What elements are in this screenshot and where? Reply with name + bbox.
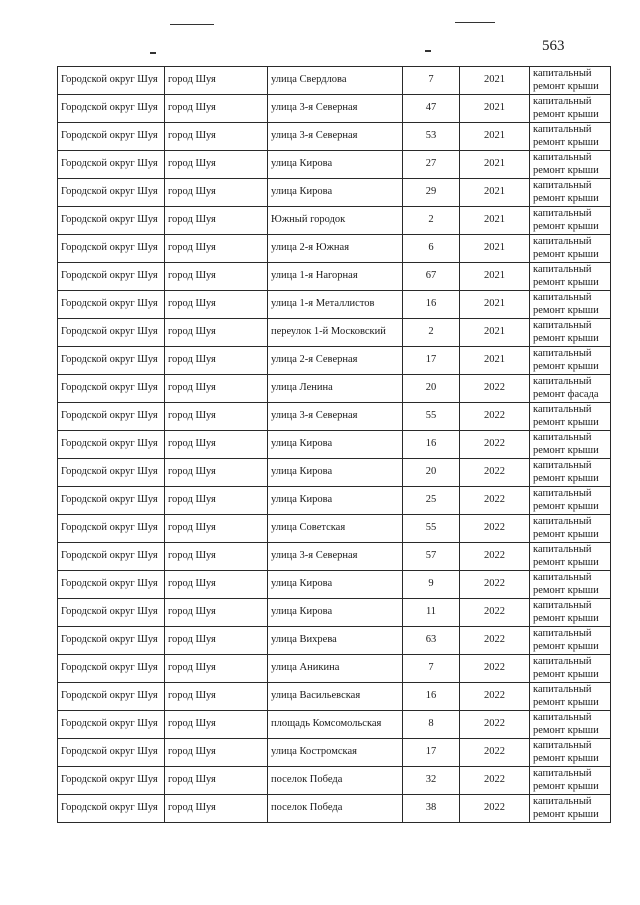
cell-okrug: Городской округ Шуя (58, 347, 165, 375)
cell-year: 2022 (460, 375, 530, 403)
cell-street: поселок Победа (268, 795, 403, 823)
cell-house-number: 2 (403, 207, 460, 235)
cell-work-type: капитальный ремонт фасада (530, 375, 611, 403)
registry-table (57, 66, 611, 823)
cell-okrug: Городской округ Шуя (58, 627, 165, 655)
table-row (58, 711, 611, 739)
scan-mark (455, 22, 495, 23)
cell-house-number: 7 (403, 67, 460, 95)
cell-okrug: Городской округ Шуя (58, 151, 165, 179)
table-row (58, 767, 611, 795)
cell-house-number: 25 (403, 487, 460, 515)
table-row (58, 123, 611, 151)
cell-year: 2021 (460, 95, 530, 123)
cell-house-number: 63 (403, 627, 460, 655)
cell-city: город Шуя (165, 403, 268, 431)
cell-work-type: капитальный ремонт крыши (530, 739, 611, 767)
cell-okrug: Городской округ Шуя (58, 599, 165, 627)
cell-city: город Шуя (165, 571, 268, 599)
cell-city: город Шуя (165, 627, 268, 655)
cell-city: город Шуя (165, 235, 268, 263)
cell-work-type: капитальный ремонт крыши (530, 543, 611, 571)
table-row (58, 95, 611, 123)
cell-house-number: 17 (403, 347, 460, 375)
cell-work-type: капитальный ремонт крыши (530, 263, 611, 291)
cell-street: улица Кирова (268, 151, 403, 179)
cell-house-number: 9 (403, 571, 460, 599)
cell-house-number: 20 (403, 459, 460, 487)
cell-house-number: 16 (403, 431, 460, 459)
cell-year: 2022 (460, 487, 530, 515)
cell-house-number: 20 (403, 375, 460, 403)
cell-year: 2022 (460, 683, 530, 711)
cell-house-number: 29 (403, 179, 460, 207)
cell-city: город Шуя (165, 431, 268, 459)
table-row (58, 207, 611, 235)
cell-street: переулок 1-й Московский (268, 319, 403, 347)
cell-city: город Шуя (165, 515, 268, 543)
table-row (58, 151, 611, 179)
cell-okrug: Городской округ Шуя (58, 179, 165, 207)
cell-street: улица 1-я Металлистов (268, 291, 403, 319)
cell-year: 2021 (460, 235, 530, 263)
cell-work-type: капитальный ремонт крыши (530, 151, 611, 179)
cell-work-type: капитальный ремонт крыши (530, 767, 611, 795)
cell-okrug: Городской округ Шуя (58, 375, 165, 403)
cell-work-type: капитальный ремонт крыши (530, 431, 611, 459)
cell-city: город Шуя (165, 767, 268, 795)
cell-city: город Шуя (165, 711, 268, 739)
cell-year: 2021 (460, 151, 530, 179)
table-row (58, 235, 611, 263)
cell-work-type: капитальный ремонт крыши (530, 123, 611, 151)
cell-okrug: Городской округ Шуя (58, 123, 165, 151)
cell-house-number: 7 (403, 655, 460, 683)
table-row (58, 67, 611, 95)
scan-mark (170, 24, 214, 25)
cell-work-type: капитальный ремонт крыши (530, 95, 611, 123)
cell-year: 2021 (460, 123, 530, 151)
table-row (58, 655, 611, 683)
cell-city: город Шуя (165, 375, 268, 403)
cell-city: город Шуя (165, 207, 268, 235)
table-row (58, 543, 611, 571)
cell-work-type: капитальный ремонт крыши (530, 235, 611, 263)
cell-street: улица 3-я Северная (268, 543, 403, 571)
cell-city: город Шуя (165, 123, 268, 151)
cell-work-type: капитальный ремонт крыши (530, 683, 611, 711)
cell-okrug: Городской округ Шуя (58, 683, 165, 711)
cell-street: улица Кирова (268, 599, 403, 627)
table-row (58, 179, 611, 207)
cell-street: улица 2-я Северная (268, 347, 403, 375)
cell-okrug: Городской округ Шуя (58, 571, 165, 599)
cell-street: улица 3-я Северная (268, 403, 403, 431)
cell-street: улица Кирова (268, 571, 403, 599)
table-row (58, 347, 611, 375)
cell-work-type: капитальный ремонт крыши (530, 291, 611, 319)
cell-work-type: капитальный ремонт крыши (530, 627, 611, 655)
cell-okrug: Городской округ Шуя (58, 431, 165, 459)
cell-year: 2022 (460, 515, 530, 543)
cell-street: поселок Победа (268, 767, 403, 795)
table-row (58, 319, 611, 347)
cell-street: улица Кирова (268, 431, 403, 459)
cell-work-type: капитальный ремонт крыши (530, 347, 611, 375)
page-number: 563 (542, 38, 565, 54)
cell-year: 2022 (460, 767, 530, 795)
cell-year: 2021 (460, 263, 530, 291)
cell-okrug: Городской округ Шуя (58, 487, 165, 515)
cell-okrug: Городской округ Шуя (58, 95, 165, 123)
cell-work-type: капитальный ремонт крыши (530, 67, 611, 95)
cell-house-number: 32 (403, 767, 460, 795)
cell-house-number: 67 (403, 263, 460, 291)
cell-street: улица 3-я Северная (268, 123, 403, 151)
cell-street: улица Кирова (268, 179, 403, 207)
cell-work-type: капитальный ремонт крыши (530, 487, 611, 515)
cell-year: 2022 (460, 459, 530, 487)
cell-house-number: 16 (403, 683, 460, 711)
cell-okrug: Городской округ Шуя (58, 291, 165, 319)
cell-work-type: капитальный ремонт крыши (530, 571, 611, 599)
cell-city: город Шуя (165, 739, 268, 767)
table-row (58, 627, 611, 655)
table-row (58, 599, 611, 627)
cell-year: 2022 (460, 655, 530, 683)
cell-city: город Шуя (165, 151, 268, 179)
cell-city: город Шуя (165, 95, 268, 123)
cell-city: город Шуя (165, 599, 268, 627)
cell-street: улица 1-я Нагорная (268, 263, 403, 291)
cell-house-number: 27 (403, 151, 460, 179)
cell-work-type: капитальный ремонт крыши (530, 319, 611, 347)
cell-work-type: капитальный ремонт крыши (530, 459, 611, 487)
cell-okrug: Городской округ Шуя (58, 319, 165, 347)
cell-year: 2021 (460, 207, 530, 235)
cell-city: город Шуя (165, 795, 268, 823)
table-row (58, 291, 611, 319)
cell-work-type: капитальный ремонт крыши (530, 655, 611, 683)
cell-street: Южный городок (268, 207, 403, 235)
table-row (58, 571, 611, 599)
cell-year: 2022 (460, 403, 530, 431)
cell-year: 2021 (460, 67, 530, 95)
cell-city: город Шуя (165, 487, 268, 515)
cell-street: площадь Комсомольская (268, 711, 403, 739)
cell-house-number: 6 (403, 235, 460, 263)
table-row (58, 795, 611, 823)
cell-work-type: капитальный ремонт крыши (530, 403, 611, 431)
cell-year: 2021 (460, 291, 530, 319)
cell-okrug: Городской округ Шуя (58, 543, 165, 571)
cell-year: 2021 (460, 347, 530, 375)
table-row (58, 487, 611, 515)
table-row (58, 431, 611, 459)
cell-city: город Шуя (165, 67, 268, 95)
cell-city: город Шуя (165, 347, 268, 375)
cell-year: 2022 (460, 431, 530, 459)
table-row (58, 459, 611, 487)
cell-year: 2022 (460, 571, 530, 599)
cell-okrug: Городской округ Шуя (58, 459, 165, 487)
cell-city: город Шуя (165, 319, 268, 347)
cell-street: улица Ленина (268, 375, 403, 403)
cell-street: улица Советская (268, 515, 403, 543)
cell-okrug: Городской округ Шуя (58, 207, 165, 235)
cell-year: 2021 (460, 319, 530, 347)
cell-city: город Шуя (165, 655, 268, 683)
cell-city: город Шуя (165, 263, 268, 291)
table-row (58, 739, 611, 767)
cell-street: улица Аникина (268, 655, 403, 683)
table-row (58, 263, 611, 291)
cell-okrug: Городской округ Шуя (58, 515, 165, 543)
cell-street: улица Кирова (268, 487, 403, 515)
cell-okrug: Городской округ Шуя (58, 795, 165, 823)
table-row (58, 375, 611, 403)
cell-okrug: Городской округ Шуя (58, 711, 165, 739)
cell-street: улица Кирова (268, 459, 403, 487)
cell-year: 2022 (460, 711, 530, 739)
cell-city: город Шуя (165, 543, 268, 571)
cell-okrug: Городской округ Шуя (58, 739, 165, 767)
cell-okrug: Городской округ Шуя (58, 263, 165, 291)
cell-street: улица 3-я Северная (268, 95, 403, 123)
cell-house-number: 55 (403, 403, 460, 431)
scan-mark (150, 52, 156, 54)
cell-work-type: капитальный ремонт крыши (530, 207, 611, 235)
scan-mark (425, 50, 431, 52)
cell-house-number: 57 (403, 543, 460, 571)
cell-city: город Шуя (165, 683, 268, 711)
registry-body (58, 67, 611, 823)
table-row (58, 683, 611, 711)
cell-okrug: Городской округ Шуя (58, 655, 165, 683)
cell-year: 2022 (460, 599, 530, 627)
cell-house-number: 55 (403, 515, 460, 543)
cell-street: улица Васильевская (268, 683, 403, 711)
cell-okrug: Городской округ Шуя (58, 235, 165, 263)
cell-work-type: капитальный ремонт крыши (530, 795, 611, 823)
table-row (58, 403, 611, 431)
cell-city: город Шуя (165, 179, 268, 207)
cell-house-number: 8 (403, 711, 460, 739)
cell-okrug: Городской округ Шуя (58, 67, 165, 95)
cell-house-number: 53 (403, 123, 460, 151)
cell-street: улица Вихрева (268, 627, 403, 655)
cell-year: 2022 (460, 627, 530, 655)
cell-house-number: 38 (403, 795, 460, 823)
cell-street: улица Свердлова (268, 67, 403, 95)
cell-work-type: капитальный ремонт крыши (530, 599, 611, 627)
cell-work-type: капитальный ремонт крыши (530, 179, 611, 207)
cell-year: 2022 (460, 795, 530, 823)
cell-street: улица 2-я Южная (268, 235, 403, 263)
cell-city: город Шуя (165, 291, 268, 319)
cell-year: 2022 (460, 739, 530, 767)
cell-okrug: Городской округ Шуя (58, 403, 165, 431)
cell-street: улица Костромская (268, 739, 403, 767)
cell-okrug: Городской округ Шуя (58, 767, 165, 795)
cell-work-type: капитальный ремонт крыши (530, 711, 611, 739)
cell-house-number: 11 (403, 599, 460, 627)
table-row (58, 515, 611, 543)
cell-house-number: 2 (403, 319, 460, 347)
cell-house-number: 17 (403, 739, 460, 767)
cell-year: 2022 (460, 543, 530, 571)
cell-house-number: 47 (403, 95, 460, 123)
cell-city: город Шуя (165, 459, 268, 487)
cell-house-number: 16 (403, 291, 460, 319)
cell-work-type: капитальный ремонт крыши (530, 515, 611, 543)
cell-year: 2021 (460, 179, 530, 207)
